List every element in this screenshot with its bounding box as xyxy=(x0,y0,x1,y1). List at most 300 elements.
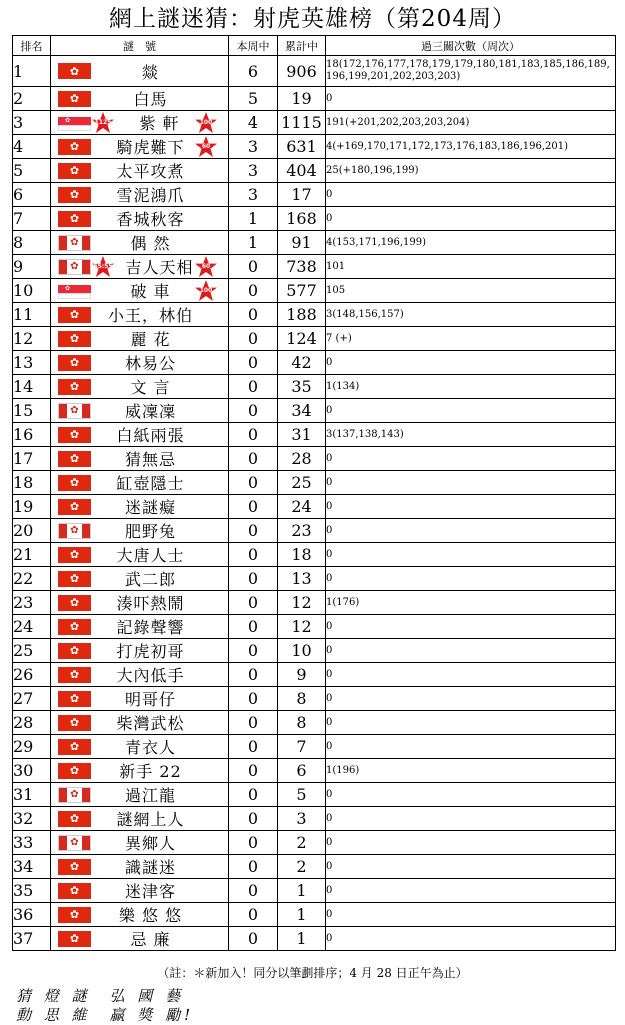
name-cell xyxy=(51,807,229,831)
flag-emblem-icon: ✿ xyxy=(69,548,80,561)
flag-emblem-icon: ✿ xyxy=(69,92,80,105)
table-row xyxy=(13,231,616,255)
week-hits-cell: 0 xyxy=(229,471,278,495)
award-star-icon xyxy=(91,255,115,279)
rank-cell: 28 xyxy=(13,711,51,735)
week-hits-cell: 0 xyxy=(229,591,278,615)
name-cell xyxy=(51,831,229,855)
history-cell: 0 xyxy=(326,639,616,663)
name-cell xyxy=(51,56,229,87)
star-value-label: 1125 xyxy=(94,118,112,126)
table-row xyxy=(13,423,616,447)
name-cell xyxy=(51,111,229,135)
week-hits-cell: 0 xyxy=(229,543,278,567)
riddler-name: 新手 22 xyxy=(119,762,182,781)
history-cell: 105 xyxy=(326,279,616,303)
history-cell: 7 (+) xyxy=(326,327,616,351)
riddler-name: 吉人天相 xyxy=(125,258,194,277)
leaderboard-table xyxy=(12,35,616,951)
rank-cell: 32 xyxy=(13,807,51,831)
week-hits-cell: 0 xyxy=(229,735,278,759)
total-hits-cell: 8 xyxy=(278,687,326,711)
week-hits-cell: 0 xyxy=(229,855,278,879)
flag-emblem-icon: ✿ xyxy=(64,117,71,124)
total-hits-cell: 168 xyxy=(278,207,326,231)
hk-flag-icon xyxy=(58,595,91,611)
hk-flag-icon xyxy=(58,91,91,107)
table-row xyxy=(13,255,616,279)
sg-flag-icon xyxy=(58,285,91,293)
riddler-name: 識謎迷 xyxy=(124,858,176,877)
riddler-name: 燚 xyxy=(141,62,159,82)
week-hits-cell: 0 xyxy=(229,759,278,783)
award-star-icon xyxy=(194,279,218,303)
table-row xyxy=(13,663,616,687)
hk-flag-icon xyxy=(58,763,91,779)
flag-emblem-icon: ✿ xyxy=(69,596,80,609)
history-cell: 1(134) xyxy=(326,375,616,399)
riddler-name: 異鄉人 xyxy=(124,834,176,853)
total-hits-cell: 91 xyxy=(278,231,326,255)
flag-emblem-icon: ✿ xyxy=(69,908,80,921)
slogan-line-2: 動 思 維 贏 獎 勵! xyxy=(16,1006,195,1024)
total-hits-cell: 188 xyxy=(278,303,326,327)
rank-cell: 33 xyxy=(13,831,51,855)
table-row xyxy=(13,135,616,159)
history-cell: 0 xyxy=(326,543,616,567)
hk-flag-icon xyxy=(58,427,91,443)
table-row xyxy=(13,783,616,807)
week-hits-cell: 0 xyxy=(229,423,278,447)
flag-emblem-icon: ✿ xyxy=(69,572,80,585)
rank-cell: 18 xyxy=(13,471,51,495)
flag-emblem-icon: ✿ xyxy=(70,236,79,248)
history-cell: 25(+180,196,199) xyxy=(326,159,616,183)
total-hits-cell: 2 xyxy=(278,831,326,855)
flag-emblem-icon: ✿ xyxy=(69,380,80,393)
name-cell xyxy=(51,207,229,231)
riddler-name: 青衣人 xyxy=(124,738,176,757)
history-cell: 0 xyxy=(326,183,616,207)
hk-flag-icon xyxy=(58,715,91,731)
star-value-label: 60 xyxy=(201,262,211,270)
riddler-name: 白馬 xyxy=(133,90,168,109)
flag-emblem-icon: ✿ xyxy=(69,884,80,897)
history-cell: 0 xyxy=(326,471,616,495)
riddler-name: 小王，林伯 xyxy=(107,306,193,325)
flag-emblem-icon: ✿ xyxy=(70,260,79,272)
history-cell: 0 xyxy=(326,735,616,759)
rank-cell: 37 xyxy=(13,927,51,951)
table-row xyxy=(13,615,616,639)
flag-emblem-icon: ✿ xyxy=(70,836,79,848)
riddler-name: 紫 軒 xyxy=(139,114,180,133)
name-cell xyxy=(51,663,229,687)
ca-flag-icon xyxy=(58,523,91,539)
rank-cell: 24 xyxy=(13,615,51,639)
week-hits-cell: 5 xyxy=(229,87,278,111)
week-hits-cell: 4 xyxy=(229,111,278,135)
name-cell xyxy=(51,735,229,759)
rank-cell: 5 xyxy=(13,159,51,183)
hk-flag-icon xyxy=(58,931,91,947)
rank-cell: 4 xyxy=(13,135,51,159)
total-hits-cell: 10 xyxy=(278,639,326,663)
name-cell xyxy=(51,783,229,807)
flag-emblem-icon: ✿ xyxy=(69,332,80,345)
riddler-name: 打虎初哥 xyxy=(116,642,185,661)
header-week: 本周中 xyxy=(229,36,278,56)
hk-flag-icon xyxy=(58,307,91,323)
riddler-name: 迷津客 xyxy=(124,882,176,901)
rank-cell: 14 xyxy=(13,375,51,399)
hk-flag-icon xyxy=(58,187,91,203)
total-hits-cell: 28 xyxy=(278,447,326,471)
week-hits-cell: 0 xyxy=(229,663,278,687)
hk-flag-icon xyxy=(58,547,91,563)
sg-flag-icon xyxy=(58,117,91,125)
riddler-name: 肥野兔 xyxy=(124,522,176,541)
riddler-name: 湊吓熱鬧 xyxy=(116,594,185,613)
total-hits-cell: 1 xyxy=(278,927,326,951)
ca-flag-icon xyxy=(58,259,91,275)
star-value-label: 60 xyxy=(201,142,211,150)
flag-emblem-icon: ✿ xyxy=(69,668,80,681)
history-cell: 0 xyxy=(326,399,616,423)
table-row xyxy=(13,687,616,711)
table-row xyxy=(13,519,616,543)
name-cell xyxy=(51,567,229,591)
hk-flag-icon xyxy=(58,379,91,395)
flag-emblem-icon: ✿ xyxy=(70,524,79,536)
table-body xyxy=(13,56,616,951)
flag-emblem-icon: ✿ xyxy=(69,644,80,657)
riddler-name: 文 言 xyxy=(130,378,171,397)
total-hits-cell: 577 xyxy=(278,279,326,303)
flag-emblem-icon: ✿ xyxy=(69,428,80,441)
page-title: 網上謎迷猜：射虎英雄榜（第204周） xyxy=(109,6,516,32)
flag-emblem-icon: ✿ xyxy=(69,860,80,873)
table-row xyxy=(13,567,616,591)
name-cell xyxy=(51,231,229,255)
name-cell xyxy=(51,591,229,615)
table-row xyxy=(13,879,616,903)
hk-flag-icon xyxy=(58,859,91,875)
flag-emblem-icon: ✿ xyxy=(70,788,79,800)
history-cell: 0 xyxy=(326,687,616,711)
total-hits-cell: 1115 xyxy=(278,111,326,135)
flag-emblem-icon: ✿ xyxy=(69,620,80,633)
week-hits-cell: 0 xyxy=(229,879,278,903)
flag-emblem-icon: ✿ xyxy=(69,188,80,201)
week-hits-cell: 0 xyxy=(229,327,278,351)
table-row xyxy=(13,855,616,879)
week-hits-cell: 0 xyxy=(229,399,278,423)
name-cell xyxy=(51,303,229,327)
history-cell: 1(176) xyxy=(326,591,616,615)
table-row xyxy=(13,831,616,855)
week-hits-cell: 0 xyxy=(229,279,278,303)
total-hits-cell: 42 xyxy=(278,351,326,375)
total-hits-cell: 18 xyxy=(278,543,326,567)
total-hits-cell: 35 xyxy=(278,375,326,399)
flag-emblem-icon: ✿ xyxy=(69,308,80,321)
riddler-name: 過江龍 xyxy=(124,786,176,805)
week-hits-cell: 0 xyxy=(229,831,278,855)
rank-cell: 25 xyxy=(13,639,51,663)
week-hits-cell: 0 xyxy=(229,639,278,663)
week-hits-cell: 0 xyxy=(229,687,278,711)
total-hits-cell: 23 xyxy=(278,519,326,543)
hk-flag-icon xyxy=(58,667,91,683)
hk-flag-icon xyxy=(58,475,91,491)
week-hits-cell: 1 xyxy=(229,207,278,231)
total-hits-cell: 6 xyxy=(278,759,326,783)
name-cell xyxy=(51,879,229,903)
week-hits-cell: 0 xyxy=(229,447,278,471)
riddler-name: 謎網上人 xyxy=(116,810,185,829)
history-cell: 0 xyxy=(326,567,616,591)
week-hits-cell: 6 xyxy=(229,56,278,87)
total-hits-cell: 906 xyxy=(278,56,326,87)
rank-cell: 30 xyxy=(13,759,51,783)
flag-emblem-icon: ✿ xyxy=(69,64,80,78)
history-cell: 1(196) xyxy=(326,759,616,783)
name-cell xyxy=(51,87,229,111)
table-row xyxy=(13,471,616,495)
name-cell xyxy=(51,903,229,927)
total-hits-cell: 404 xyxy=(278,159,326,183)
name-cell xyxy=(51,183,229,207)
week-hits-cell: 0 xyxy=(229,927,278,951)
riddler-name: 猜無忌 xyxy=(124,450,176,469)
flag-emblem-icon: ✿ xyxy=(69,212,80,225)
week-hits-cell: 0 xyxy=(229,255,278,279)
rank-cell: 3 xyxy=(13,111,51,135)
week-hits-cell: 0 xyxy=(229,519,278,543)
total-hits-cell: 2 xyxy=(278,855,326,879)
total-hits-cell: 12 xyxy=(278,615,326,639)
riddler-name: 白紙兩張 xyxy=(116,426,185,445)
riddler-name: 威凜凜 xyxy=(124,402,176,421)
total-hits-cell: 24 xyxy=(278,495,326,519)
history-cell: 0 xyxy=(326,903,616,927)
name-cell xyxy=(51,327,229,351)
week-hits-cell: 0 xyxy=(229,351,278,375)
rank-cell: 36 xyxy=(13,903,51,927)
flag-emblem-icon: ✿ xyxy=(70,404,79,416)
hk-flag-icon xyxy=(58,907,91,923)
name-cell xyxy=(51,399,229,423)
ca-flag-icon xyxy=(58,835,91,851)
table-row xyxy=(13,207,616,231)
hk-flag-icon xyxy=(58,643,91,659)
hk-flag-icon xyxy=(58,883,91,899)
flag-emblem-icon: ✿ xyxy=(69,692,80,705)
name-cell xyxy=(51,543,229,567)
hk-flag-icon xyxy=(58,139,91,155)
rank-cell: 2 xyxy=(13,87,51,111)
history-cell: 0 xyxy=(326,519,616,543)
history-cell: 0 xyxy=(326,879,616,903)
hk-flag-icon xyxy=(58,691,91,707)
total-hits-cell: 34 xyxy=(278,399,326,423)
name-cell xyxy=(51,519,229,543)
riddler-name: 明哥仔 xyxy=(124,690,176,709)
riddler-name: 迷謎癡 xyxy=(124,498,176,517)
flag-emblem-icon: ✿ xyxy=(69,812,80,825)
rank-cell: 19 xyxy=(13,495,51,519)
history-cell: 0 xyxy=(326,807,616,831)
hk-flag-icon xyxy=(58,451,91,467)
star-value-label: 55:55 xyxy=(93,262,113,270)
rank-cell: 20 xyxy=(13,519,51,543)
rank-cell: 26 xyxy=(13,663,51,687)
ca-flag-icon xyxy=(58,403,91,419)
hk-flag-icon xyxy=(58,355,91,371)
rank-cell: 17 xyxy=(13,447,51,471)
name-cell xyxy=(51,447,229,471)
total-hits-cell: 1 xyxy=(278,903,326,927)
week-hits-cell: 0 xyxy=(229,303,278,327)
riddler-name: 記錄聲響 xyxy=(116,618,185,637)
total-hits-cell: 631 xyxy=(278,135,326,159)
week-hits-cell: 0 xyxy=(229,711,278,735)
history-cell: 191(+201,202,203,203,204) xyxy=(326,111,616,135)
riddler-name: 大內低手 xyxy=(116,666,185,685)
total-hits-cell: 124 xyxy=(278,327,326,351)
total-hits-cell: 31 xyxy=(278,423,326,447)
table-row xyxy=(13,903,616,927)
flag-emblem-icon: ✿ xyxy=(69,716,80,729)
riddler-name: 樂 悠 悠 xyxy=(118,906,183,925)
name-cell xyxy=(51,639,229,663)
week-hits-cell: 3 xyxy=(229,159,278,183)
week-hits-cell: 0 xyxy=(229,495,278,519)
table-row xyxy=(13,543,616,567)
history-cell: 0 xyxy=(326,711,616,735)
history-cell: 0 xyxy=(326,783,616,807)
header-rank: 排名 xyxy=(13,36,51,56)
award-star-icon xyxy=(194,255,218,279)
table-row xyxy=(13,351,616,375)
total-hits-cell: 25 xyxy=(278,471,326,495)
header-name: 謎 號 xyxy=(51,36,229,56)
award-star-icon xyxy=(194,111,218,135)
history-cell: 0 xyxy=(326,87,616,111)
rank-cell: 22 xyxy=(13,567,51,591)
riddler-name: 偶 然 xyxy=(130,234,171,253)
table-row xyxy=(13,495,616,519)
week-hits-cell: 0 xyxy=(229,615,278,639)
table-row xyxy=(13,279,616,303)
rank-cell: 7 xyxy=(13,207,51,231)
rank-cell: 27 xyxy=(13,687,51,711)
hk-flag-icon xyxy=(58,619,91,635)
rank-cell: 23 xyxy=(13,591,51,615)
riddler-name: 缸壺隱士 xyxy=(116,474,185,493)
name-cell xyxy=(51,423,229,447)
table-row xyxy=(13,111,616,135)
flag-emblem-icon: ✿ xyxy=(69,764,80,777)
rank-cell: 9 xyxy=(13,255,51,279)
week-hits-cell: 0 xyxy=(229,567,278,591)
riddler-name: 香城秋客 xyxy=(116,210,185,229)
history-cell: 0 xyxy=(326,495,616,519)
name-cell xyxy=(51,159,229,183)
rank-cell: 8 xyxy=(13,231,51,255)
flag-emblem-icon: ✿ xyxy=(69,356,80,369)
table-header-row xyxy=(13,36,616,56)
name-cell xyxy=(51,759,229,783)
week-hits-cell: 0 xyxy=(229,903,278,927)
ca-flag-icon xyxy=(58,787,91,803)
table-row xyxy=(13,56,616,87)
table-row xyxy=(13,711,616,735)
table-row xyxy=(13,759,616,783)
award-star-icon xyxy=(194,135,218,159)
hk-flag-icon xyxy=(58,211,91,227)
rank-cell: 31 xyxy=(13,783,51,807)
table-row xyxy=(13,927,616,951)
riddler-name: 雪泥鴻爪 xyxy=(116,186,185,205)
rank-cell: 15 xyxy=(13,399,51,423)
ca-flag-icon xyxy=(58,235,91,251)
total-hits-cell: 3 xyxy=(278,807,326,831)
flag-emblem-icon: ✿ xyxy=(69,164,80,177)
history-cell: 4(153,171,196,199) xyxy=(326,231,616,255)
name-cell xyxy=(51,495,229,519)
table-row xyxy=(13,807,616,831)
rank-cell: 16 xyxy=(13,423,51,447)
rank-cell: 12 xyxy=(13,327,51,351)
week-hits-cell: 3 xyxy=(229,135,278,159)
week-hits-cell: 0 xyxy=(229,783,278,807)
table-row xyxy=(13,87,616,111)
flag-emblem-icon: ✿ xyxy=(69,140,80,153)
name-cell xyxy=(51,255,229,279)
total-hits-cell: 7 xyxy=(278,735,326,759)
riddler-name: 騎虎難下 xyxy=(116,138,185,157)
footnote: （註：＊新加入！同分以筆劃排序；4 月 28 日正午為止） xyxy=(157,966,468,980)
name-cell xyxy=(51,279,229,303)
week-hits-cell: 1 xyxy=(229,231,278,255)
table-row xyxy=(13,447,616,471)
total-hits-cell: 12 xyxy=(278,591,326,615)
name-cell xyxy=(51,375,229,399)
name-cell xyxy=(51,615,229,639)
total-hits-cell: 8 xyxy=(278,711,326,735)
week-hits-cell: 3 xyxy=(229,183,278,207)
table-row xyxy=(13,399,616,423)
hk-flag-icon xyxy=(58,163,91,179)
rank-cell: 13 xyxy=(13,351,51,375)
riddler-name: 武二郎 xyxy=(124,570,176,589)
week-hits-cell: 0 xyxy=(229,375,278,399)
week-hits-cell: 0 xyxy=(229,807,278,831)
table-row xyxy=(13,735,616,759)
rank-cell: 21 xyxy=(13,543,51,567)
rank-cell: 11 xyxy=(13,303,51,327)
history-cell: 0 xyxy=(326,615,616,639)
flag-emblem-icon: ✿ xyxy=(69,500,80,513)
riddler-name: 林易公 xyxy=(124,354,176,373)
total-hits-cell: 738 xyxy=(278,255,326,279)
total-hits-cell: 5 xyxy=(278,783,326,807)
rank-cell: 1 xyxy=(13,56,51,87)
riddler-name: 破 車 xyxy=(130,282,171,301)
history-cell: 0 xyxy=(326,447,616,471)
